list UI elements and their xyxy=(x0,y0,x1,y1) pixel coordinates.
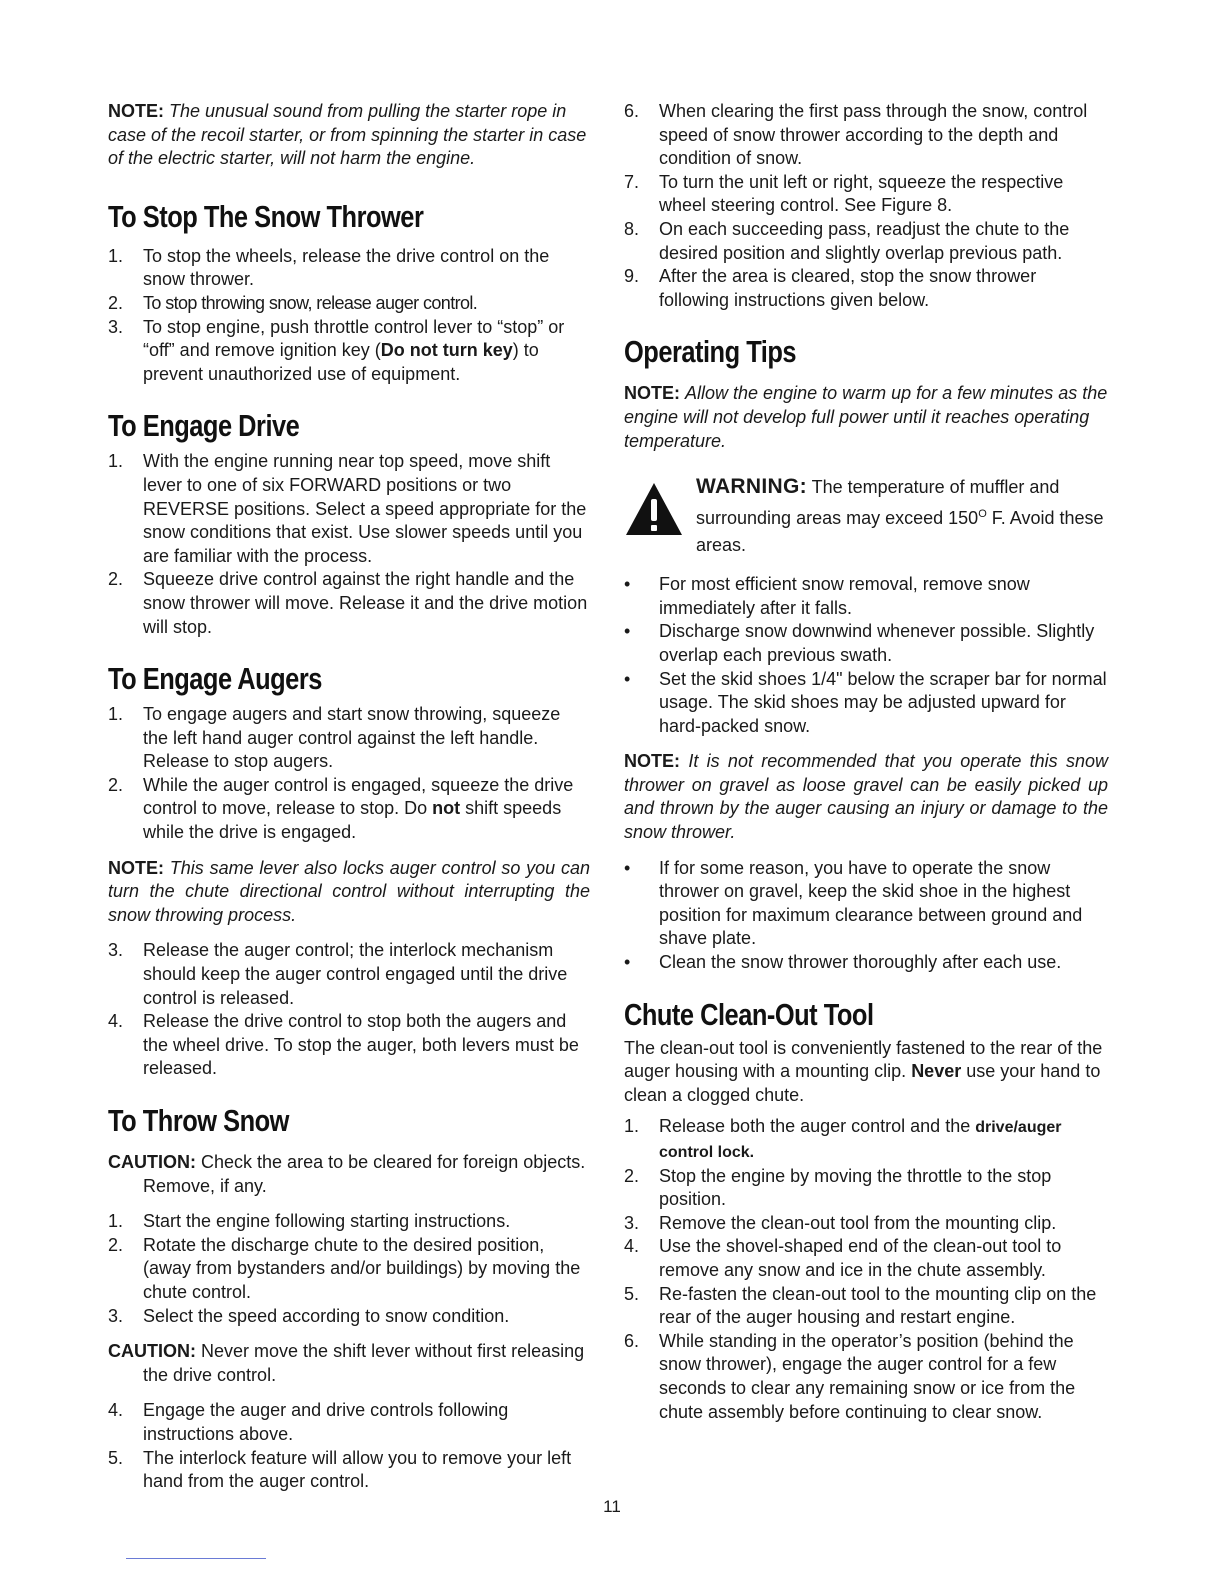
warning-muffler xyxy=(624,473,1108,559)
list-item: • For most efficient snow removal, remove snow immediately after it falls. xyxy=(624,574,1030,618)
footer-rule xyxy=(126,1558,266,1559)
list-item: 1. To engage augers and start snow throwing, squeeze the left hand auger control against the left handle. Release to stop augers. xyxy=(108,704,561,772)
list-item: 7. To turn the unit left or right, squeeze the respective wheel steering control. See Figure 8. xyxy=(624,171,1064,216)
list-item: 2. To stop throwing snow, release auger control. xyxy=(108,292,478,313)
list-item: 3. To stop engine, push throttle control lever to “stop” or “off” and remove ignition key (Do not turn key) to prevent unauthorized use of equipment. xyxy=(108,316,565,384)
note-lever-locks: NOTE: This same lever also locks auger control so you can turn the chute directional control without interrupting the snow throwing process. xyxy=(108,857,590,925)
list-item: 5. The interlock feature will allow you to remove your left hand from the auger control. xyxy=(108,1447,572,1492)
heading-operating-tips: Operating Tips xyxy=(624,334,797,370)
list-item: 4. Release the drive control to stop both the augers and the wheel drive. To stop the auger, both levers must be released. xyxy=(108,1011,579,1079)
list-item: 8. On each succeeding pass, readjust the chute to the desired position and slightly overlap previous path. xyxy=(624,218,1070,263)
throw-steps-list-right xyxy=(624,100,1108,312)
right-column xyxy=(624,100,1108,1424)
list-item: 1. Release both the auger control and the drive/auger control lock. xyxy=(624,1116,1062,1161)
list-item: 1. To stop the wheels, release the drive control on the snow thrower. xyxy=(108,245,550,290)
list-item: 3. Remove the clean-out tool from the mounting clip. xyxy=(624,1212,1057,1233)
augers-steps-list-continued xyxy=(108,939,590,1081)
heading-engage-augers: To Engage Augers xyxy=(108,661,322,697)
stop-steps-list xyxy=(108,245,590,387)
heading-engage-drive: To Engage Drive xyxy=(108,408,300,444)
page-number: 11 xyxy=(603,1497,621,1516)
caution-check-area: CAUTION: Check the area to be cleared for foreign objects. Remove, if any. xyxy=(108,1152,586,1196)
note-starter-sound: NOTE: The unusual sound from pulling the starter rope in case of the recoil starter, or from spinning the starter in case of the electric starter, will not harm the engine. xyxy=(108,101,587,169)
list-item: • If for some reason, you have to operate the snow thrower on gravel, keep the skid shoe in the highest position for maximum clearance between ground and shave plate. xyxy=(624,857,1083,949)
throw-steps-list-continued xyxy=(108,1399,590,1493)
left-column xyxy=(108,100,590,1494)
list-item: • Set the skid shoes 1/4" below the scraper bar for normal usage. The skid shoes may be adjusted upward for hard-packed snow. xyxy=(624,668,1107,736)
list-item: 1. Start the engine following starting instructions. xyxy=(108,1211,511,1232)
list-item: 4. Use the shovel-shaped end of the clean-out tool to remove any snow and ice in the chute assembly. xyxy=(624,1236,1062,1280)
warning-triangle-icon xyxy=(624,481,684,537)
list-item: 2. Stop the engine by moving the throttle to the stop position. xyxy=(624,1165,1052,1210)
list-item: 1. With the engine running near top speed, move shift lever to one of six FORWARD positions or two REVERSE positions. Select a speed appropriate for the snow conditions that exist. Use slower speeds until you are familiar with the process. xyxy=(108,451,587,566)
list-item: • Clean the snow thrower thoroughly after each use. xyxy=(624,952,1062,973)
caution-shift-lever: CAUTION: Never move the shift lever without first releasing the drive control. xyxy=(108,1341,585,1385)
tips-bullets xyxy=(624,573,1108,738)
tips-bullets-continued xyxy=(624,857,1108,975)
heading-throw-snow: To Throw Snow xyxy=(108,1103,289,1138)
chute-steps-list xyxy=(624,1115,1108,1424)
list-item: 6. When clearing the first pass through the snow, control speed of snow thrower according to the depth and condition of snow. xyxy=(624,101,1088,169)
chute-intro: The clean-out tool is conveniently fastened to the rear of the auger housing with a mounting clip. Never use your hand to clean a clogged chute. xyxy=(624,1037,1103,1105)
list-item: 3. Release the auger control; the interlock mechanism should keep the auger control engaged until the drive control is released. xyxy=(108,940,568,1008)
drive-steps-list xyxy=(108,450,590,639)
throw-steps-list xyxy=(108,1210,590,1328)
list-item: 5. Re-fasten the clean-out tool to the mounting clip on the rear of the auger housing and restart engine. xyxy=(624,1283,1097,1328)
list-item: 4. Engage the auger and drive controls following instructions above. xyxy=(108,1400,509,1444)
list-item: 2. Rotate the discharge chute to the desired position, (away from bystanders and/or buildings) by moving the chute control. xyxy=(108,1234,581,1302)
warning-text: WARNING: The temperature of muffler and surrounding areas may exceed $150^O$ F. Avoid these areas. xyxy=(696,475,1104,556)
list-item: 6. While standing in the operator’s position (behind the snow thrower), engage the auger control for a few seconds to clear any remaining snow or ice from the chute assembly before continuing to clear snow. xyxy=(624,1330,1076,1422)
list-item: 2. While the auger control is engaged, squeeze the drive control to move, release to stop. Do not shift speeds while the drive is engaged. xyxy=(108,774,574,843)
note-gravel: NOTE: It is not recommended that you operate this snow thrower on gravel as loose gravel can be easily picked up and thrown by the auger causing an injury or damage to the snow thrower. xyxy=(624,751,1108,843)
list-item: 2. Squeeze drive control against the right handle and the snow thrower will move. Release it and the drive motion will stop. xyxy=(108,569,588,637)
list-item: • Discharge snow downwind whenever possible. Slightly overlap each previous swath. xyxy=(624,621,1095,665)
list-item: 9. After the area is cleared, stop the snow thrower following instructions given below. xyxy=(624,266,1037,310)
list-item: 3. Select the speed according to snow condition. xyxy=(108,1305,510,1326)
note-warm-up: NOTE: Allow the engine to warm up for a few minutes as the engine will not develop full power until it reaches operating temperature. xyxy=(624,383,1108,451)
augers-steps-list xyxy=(108,703,590,845)
heading-stop-snow-thrower: To Stop The Snow Thrower xyxy=(108,198,424,234)
heading-chute-clean-out-tool: Chute Clean-Out Tool xyxy=(624,996,874,1032)
